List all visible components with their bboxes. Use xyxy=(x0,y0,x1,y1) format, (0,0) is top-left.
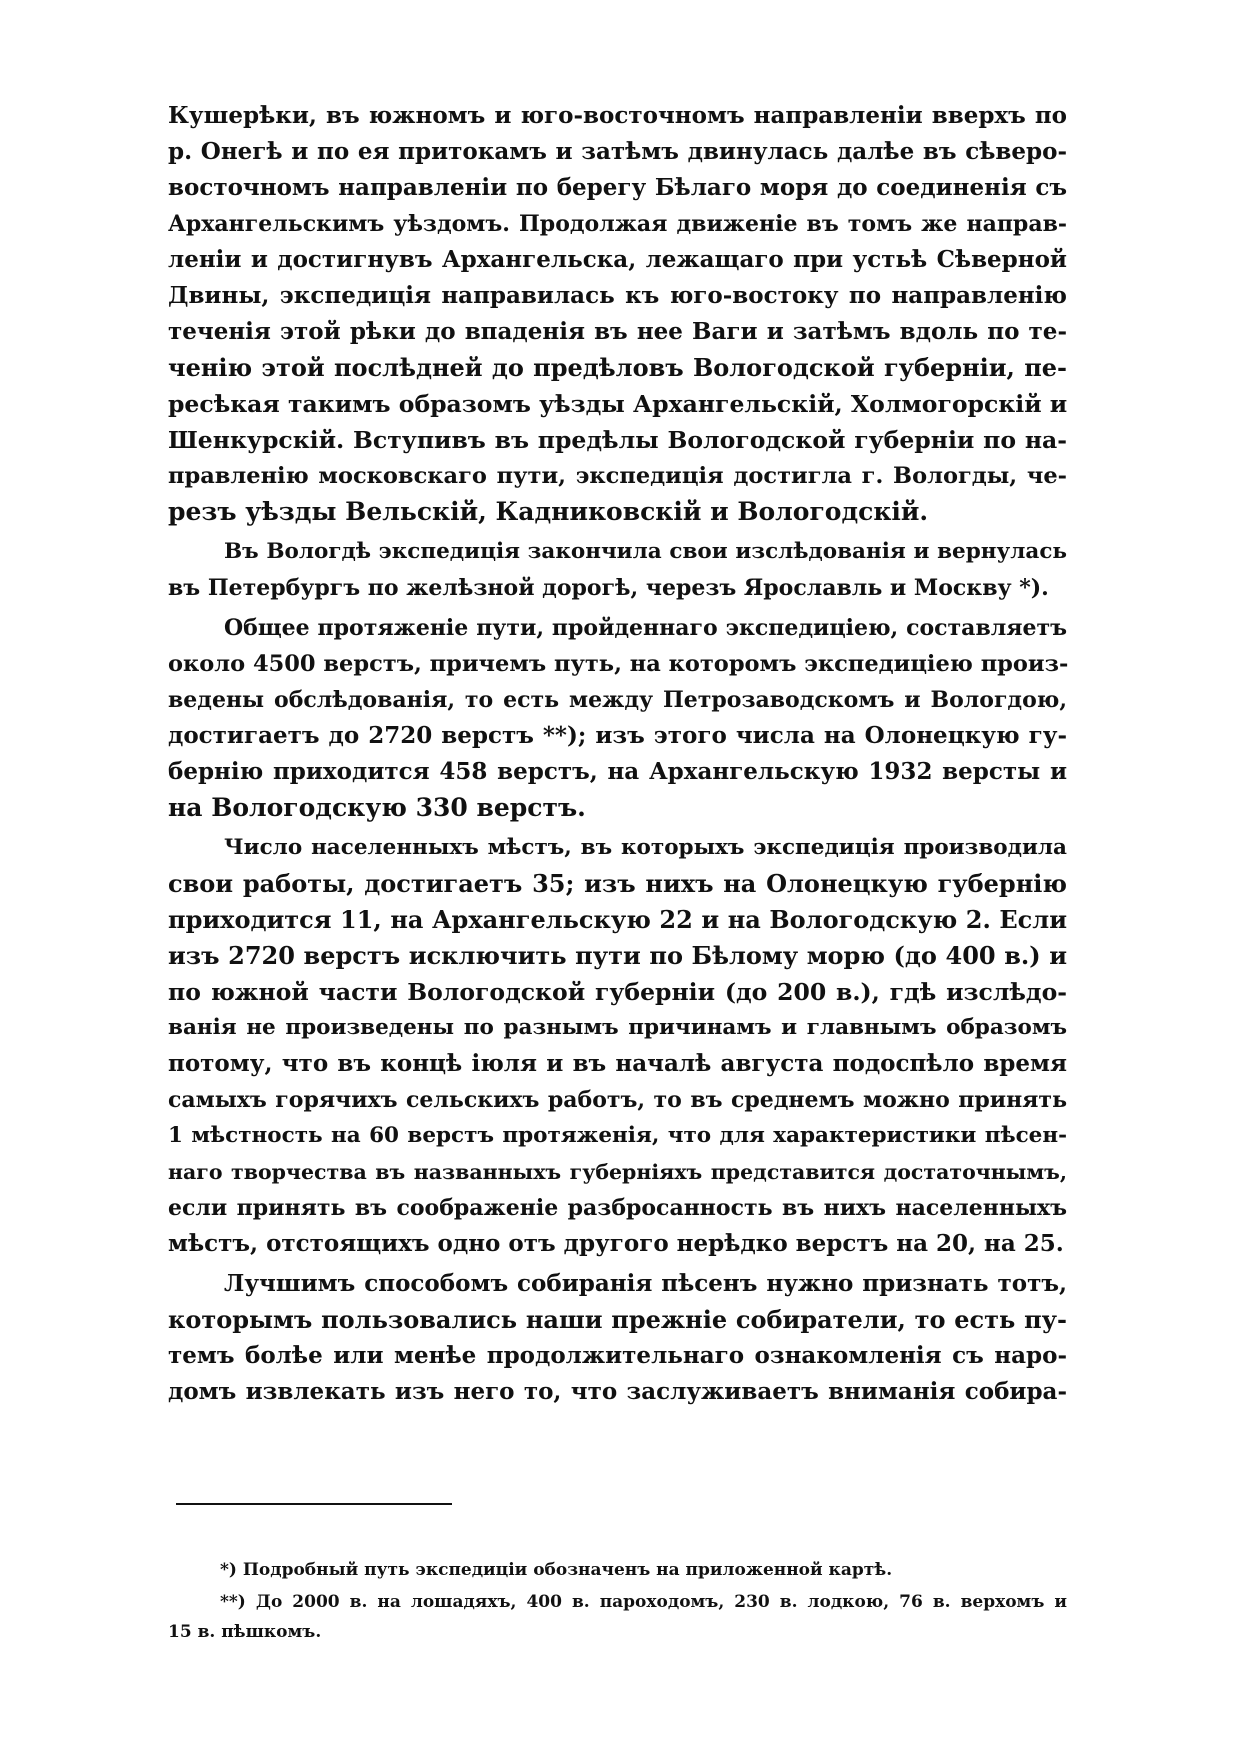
text-line: р. Онегѣ и по ея притокамъ и затѣмъ двинулась далѣе въ сѣверо- xyxy=(168,138,1067,165)
text-line: свои работы, достигаетъ 35; изъ нихъ на Олонецкую губернію xyxy=(168,869,1067,898)
footnote-2: **) До 2000 в. на лошадяхъ, 400 в. пароходомъ, 230 в. лодкою, 76 в. верхомъ и xyxy=(220,1592,1067,1612)
text-line: ченію этой послѣдней до предѣловъ Вологодской губерніи, пе- xyxy=(168,353,1067,382)
text-line: самыхъ горячихъ сельскихъ работъ, то въ среднемъ можно принять xyxy=(168,1087,1067,1113)
text-line: приходится 11, на Архангельскую 22 и на Вологодскую 2. Если xyxy=(168,905,1067,934)
text-line: Шенкурскій. Вступивъ въ предѣлы Вологодской губерніи по на- xyxy=(168,426,1067,454)
text-line: ресѣкая такимъ образомъ уѣзды Архангельскій, Холмогорскій и xyxy=(168,390,1068,418)
text-line: бернію приходится 458 верстъ, на Архангельскую 1932 версты и xyxy=(168,758,1067,785)
text-line: въ Петербургъ по желѣзной дорогѣ, черезъ Ярославль и Москву *). xyxy=(168,575,1049,601)
text-line: наго творчества въ названныхъ губерніяхъ представится достаточнымъ, xyxy=(168,1160,1067,1184)
footnote-1: *) Подробный путь экспедиціи обозначенъ на приложенной картѣ. xyxy=(220,1560,893,1580)
paragraph-start: Лучшимъ способомъ собиранія пѣсенъ нужно признать тотъ, xyxy=(224,1270,1067,1297)
footnote-2-continuation: 15 в. пѣшкомъ. xyxy=(168,1622,322,1642)
text-line: леніи и достигнувъ Архангельска, лежащаго при устьѣ Сѣверной xyxy=(168,246,1067,273)
text-line: восточномъ направленіи по берегу Бѣлаго моря до соединенія съ xyxy=(168,174,1067,201)
text-line: темъ болѣе или менѣе продолжительнаго ознакомленія съ наро- xyxy=(168,1342,1067,1369)
text-line: изъ 2720 верстъ исключить пути по Бѣлому морю (до 400 в.) и xyxy=(168,941,1067,970)
text-line: если принять въ соображеніе разбросанность въ нихъ населенныхъ xyxy=(168,1195,1067,1221)
text-line: правленію московскаго пути, экспедиція достигла г. Вологды, че- xyxy=(168,463,1067,489)
paragraph-start: Число населенныхъ мѣстъ, въ которыхъ экспедиція производила xyxy=(224,835,1067,860)
paragraph-start: Въ Вологдѣ экспедиція закончила свои изслѣдованія и вернулась xyxy=(224,539,1067,564)
text-line: теченія этой рѣки до впаденія въ нее Ваги и затѣмъ вдоль по те- xyxy=(168,318,1067,345)
text-line: домъ извлекать изъ него то, что заслуживаетъ вниманія собира- xyxy=(168,1378,1067,1405)
text-line: Двины, экспедиція направилась къ юго-востоку по направленію xyxy=(168,282,1067,309)
text-line: 1 мѣстность на 60 верстъ протяженія, что для характеристики пѣсен- xyxy=(168,1123,1067,1148)
text-line: потому, что въ концѣ іюля и въ началѣ августа подоспѣло время xyxy=(168,1050,1067,1077)
paragraph-start: Общее протяженіе пути, пройденнаго экспедиціею, составляетъ xyxy=(224,615,1067,641)
text-line: ванія не произведены по разнымъ причинамъ и главнымъ образомъ xyxy=(168,1015,1067,1040)
text-line: около 4500 верстъ, причемъ путь, на которомъ экспедиціею произ- xyxy=(168,651,1069,677)
text-line: достигаетъ до 2720 верстъ **); изъ этого числа на Олонецкую гу- xyxy=(168,722,1067,749)
text-line: на Вологодскую 330 верстъ. xyxy=(168,793,586,822)
text-line: Кушерѣки, въ южномъ и юго-восточномъ направленіи вверхъ по xyxy=(168,102,1067,129)
text-line: мѣстъ, отстоящихъ одно отъ другого нерѣдко верстъ на 20, на 25. xyxy=(168,1230,1064,1257)
text-line: резъ уѣзды Вельскій, Кадниковскій и Вологодскій. xyxy=(168,497,929,526)
text-line: Архангельскимъ уѣздомъ. Продолжая движеніе въ томъ же направ- xyxy=(168,211,1067,237)
footnote-divider xyxy=(176,1503,452,1505)
text-line: ведены обслѣдованія, то есть между Петрозаводскомъ и Вологдою, xyxy=(168,687,1067,713)
text-line: по южной части Вологодской губерніи (до 200 в.), гдѣ изслѣдо- xyxy=(168,978,1067,1006)
text-line: которымъ пользовались наши прежніе собиратели, то есть пу- xyxy=(168,1305,1067,1334)
